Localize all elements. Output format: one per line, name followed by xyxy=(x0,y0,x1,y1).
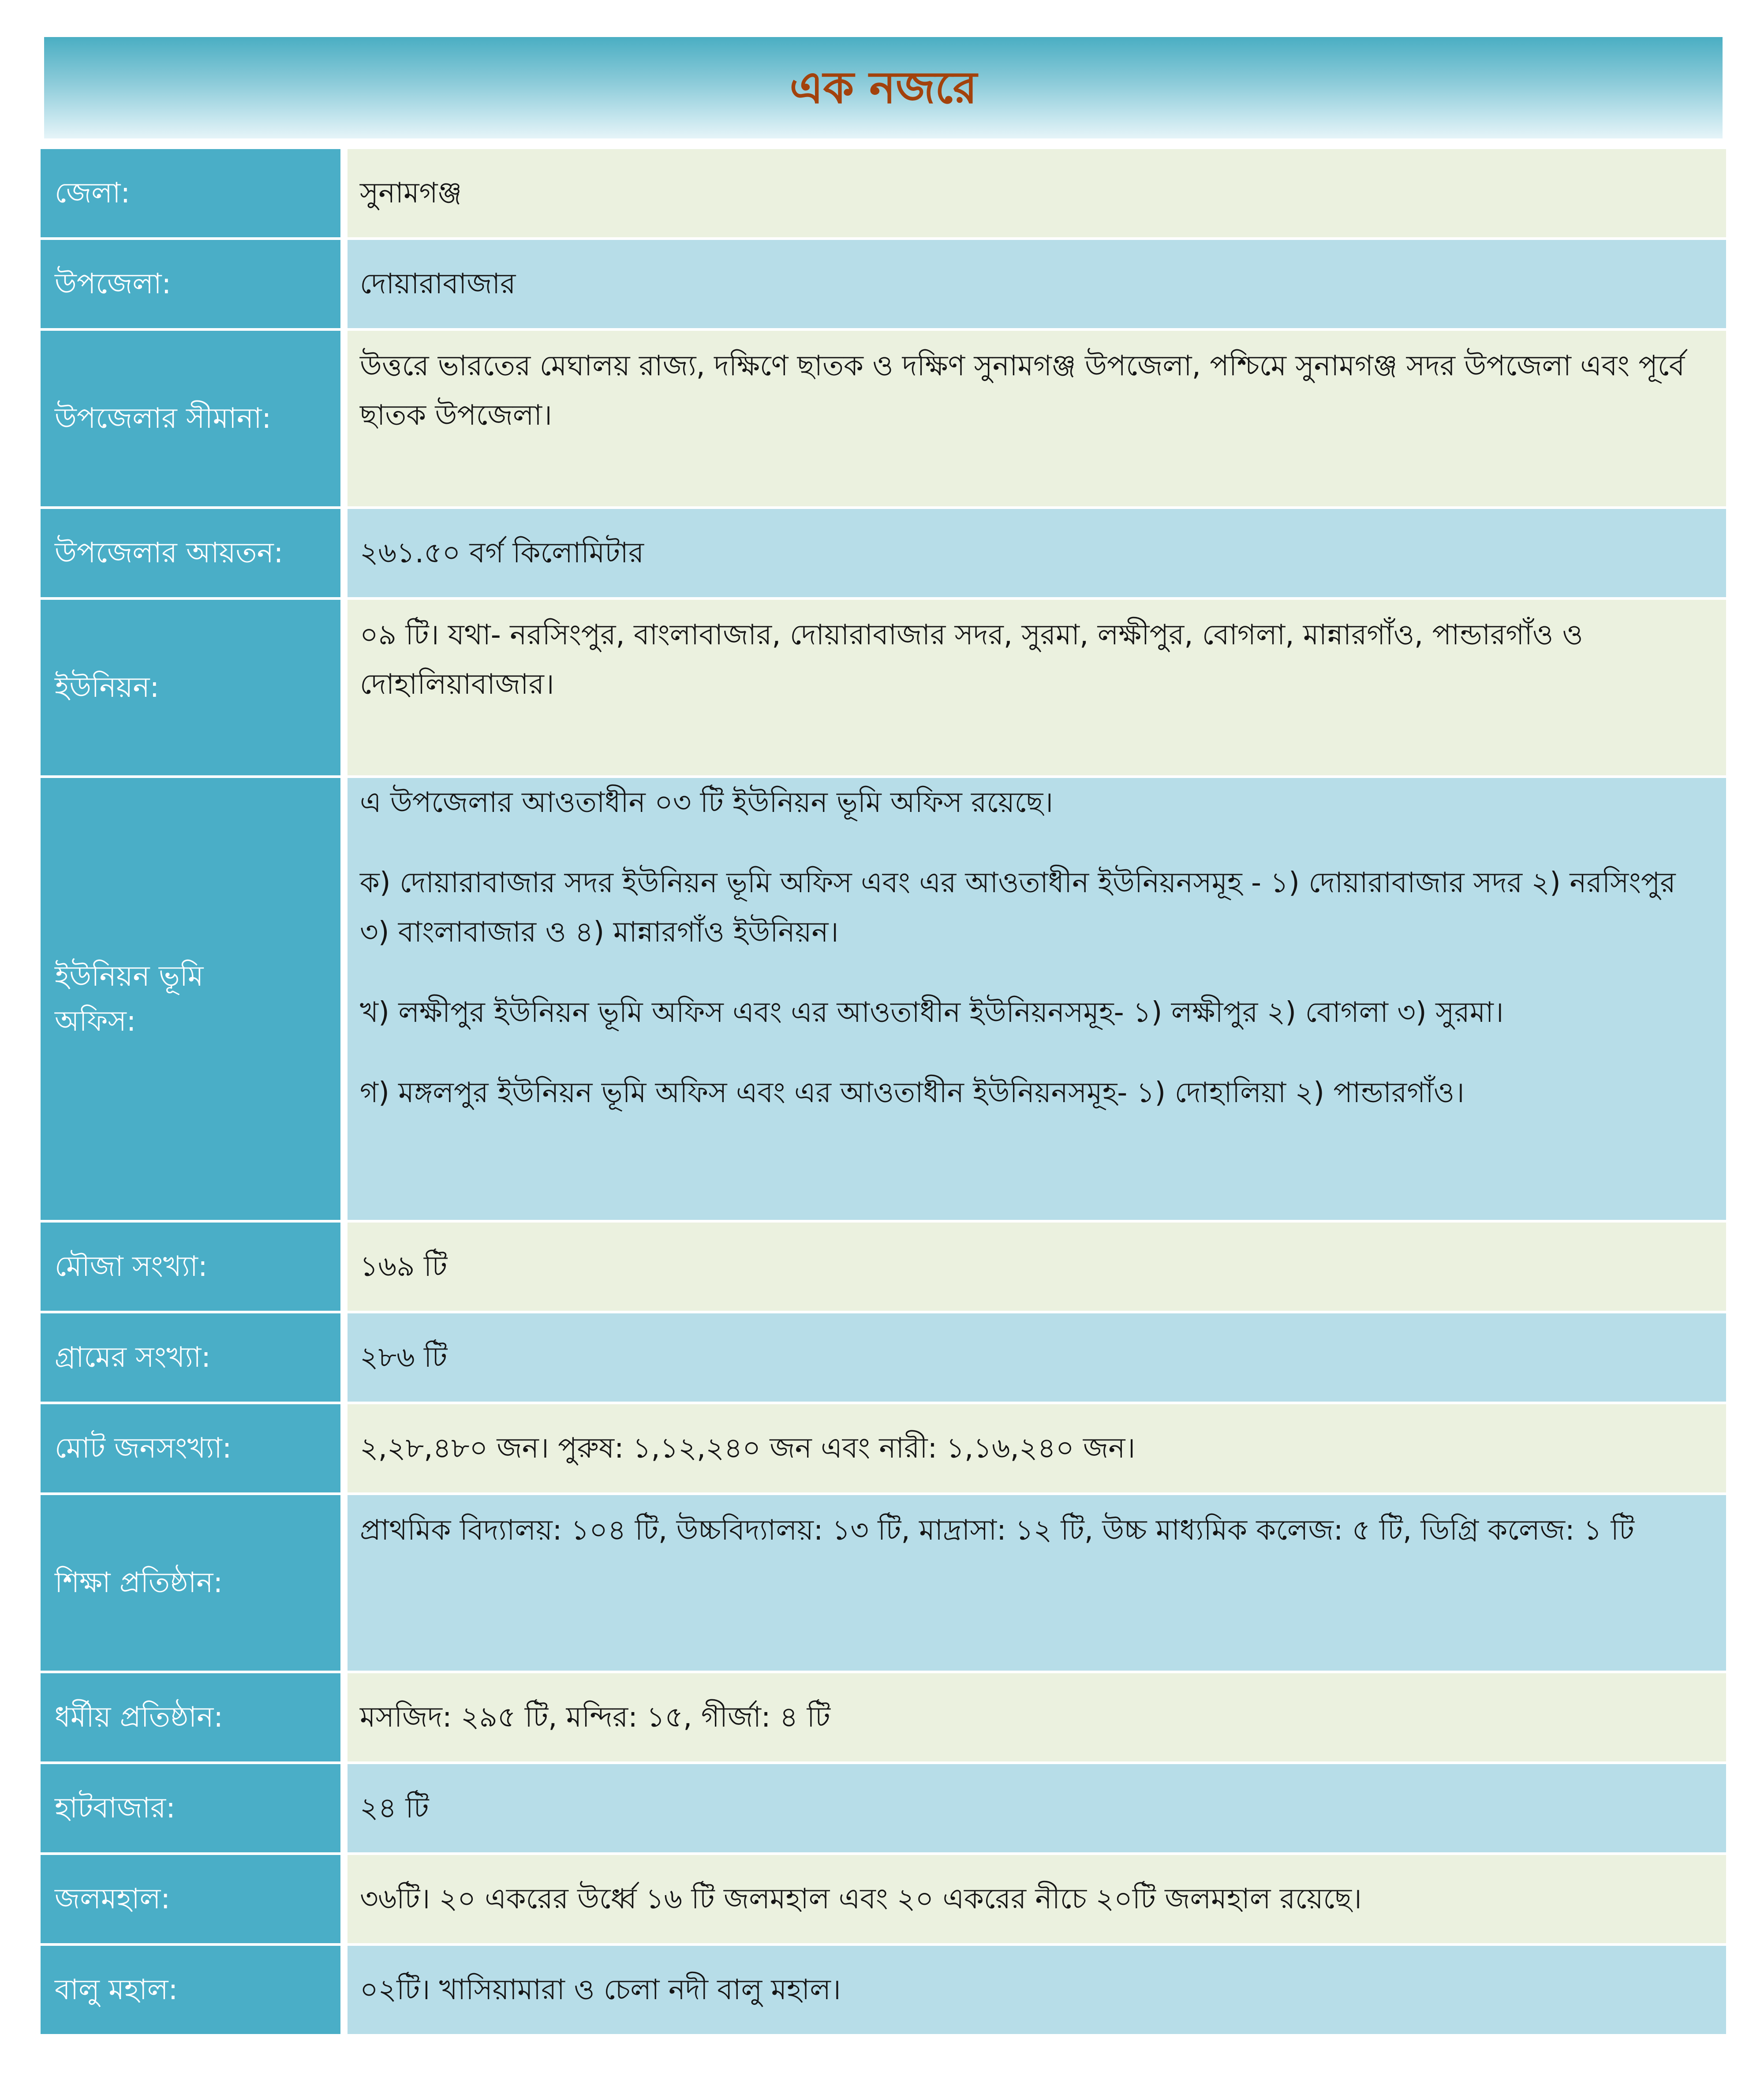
table-row xyxy=(41,1764,1726,1852)
row-value xyxy=(348,1764,1726,1852)
table-row xyxy=(41,1223,1726,1311)
row-label xyxy=(41,600,340,775)
row-label-text: জলমহাল: xyxy=(55,1882,170,1915)
row-label xyxy=(41,1855,340,1943)
row-value-text: উত্তরে ভারতের মেঘালয় রাজ্য, দক্ষিণে ছাতক ও দক্ষিণ সুনামগঞ্জ উপজেলা, পশ্চিমে সুনামগঞ্জ সদর উপজেলা এবং পূর্বে ছাতক উপজেলা। xyxy=(360,350,1685,432)
row-value xyxy=(348,1946,1726,2034)
row-value xyxy=(348,1673,1726,1761)
row-value-text: ৩৬টি। ২০ একরের উর্ধ্বে ১৬ টি জলমহাল এবং ২০ একরের নীচে ২০টি জলমহাল রয়েছে। xyxy=(360,1883,1362,1915)
row-label-text: জেলা: xyxy=(55,176,131,209)
table-row xyxy=(41,509,1726,597)
row-value-text: ০৯ টি। যথা- নরসিংপুর, বাংলাবাজার, দোয়ারাবাজার সদর, সুরমা, লক্ষীপুর, বোগলা, মান্নারগাঁও, পান্ডারগাঁও ও দোহালিয়াবাজার। xyxy=(360,619,1583,701)
row-label-text: উপজেলার সীমানা: xyxy=(55,402,272,435)
row-value-text: ২৬১.৫০ বর্গ কিলোমিটার xyxy=(360,537,644,569)
row-label-text: শিক্ষা প্রতিষ্ঠান: xyxy=(55,1566,223,1599)
table-row xyxy=(41,1946,1726,2034)
row-label xyxy=(41,1404,340,1492)
row-value xyxy=(348,149,1726,237)
row-label xyxy=(41,149,340,237)
row-value xyxy=(348,240,1726,328)
row-label-text: মোট জনসংখ্যা: xyxy=(55,1432,232,1465)
row-label xyxy=(41,1313,340,1402)
row-value-text: ২৪ টি xyxy=(360,1792,429,1825)
row-label-text: ইউনিয়ন ভূমি xyxy=(55,960,204,993)
row-label xyxy=(41,1946,340,2034)
row-label xyxy=(41,1764,340,1852)
row-value xyxy=(348,1855,1726,1943)
row-value-text: সুনামগঞ্জ xyxy=(360,177,462,209)
table-row xyxy=(41,331,1726,506)
row-label-text: গ্রামের সংখ্যা: xyxy=(55,1341,211,1374)
table-row xyxy=(41,1673,1726,1761)
row-value xyxy=(348,509,1726,597)
row-label xyxy=(41,1223,340,1311)
row-value-text: প্রাথমিক বিদ্যালয়: ১০৪ টি, উচ্চবিদ্যালয়: ১৩ টি, মাদ্রাসা: ১২ টি, উচ্চ মাধ্যমিক কলেজ: ৫ টি, ডিগ্রি কলেজ: ১ টি xyxy=(360,1514,1634,1547)
table-row xyxy=(41,1495,1726,1671)
row-label xyxy=(41,509,340,597)
land-office-kha: খ) লক্ষীপুর ইউনিয়ন ভূমি অফিস এবং এর আওতাধীন ইউনিয়নসমূহ- ১) লক্ষীপুর ২) বোগলা ৩) সুরমা। xyxy=(360,996,1504,1029)
row-value xyxy=(348,600,1726,775)
table-row xyxy=(41,1855,1726,1943)
row-value-text: মসজিদ: ২৯৫ টি, মন্দির: ১৫, গীর্জা: ৪ টি xyxy=(360,1701,830,1734)
table-row xyxy=(41,1313,1726,1402)
row-label-text: বালু মহাল: xyxy=(55,1973,178,2006)
page-header xyxy=(44,37,1723,138)
row-label xyxy=(41,240,340,328)
row-label-text: হাটবাজার: xyxy=(55,1791,176,1825)
row-value xyxy=(348,778,1726,1220)
row-value-text: ২,২৮,৪৮০ জন। পুরুষ: ১,১২,২৪০ জন এবং নারী: ১,১৬,২৪০ জন। xyxy=(360,1432,1136,1465)
row-label xyxy=(41,778,340,1220)
row-value xyxy=(348,1223,1726,1311)
row-value xyxy=(348,1404,1726,1492)
row-value-text: দোয়ারাবাজার xyxy=(360,268,516,300)
row-label-text: উপজেলার আয়তন: xyxy=(55,536,284,569)
row-label xyxy=(41,1673,340,1761)
row-label-text: মৌজা সংখ্যা: xyxy=(55,1250,208,1283)
row-label xyxy=(41,331,340,506)
table-row xyxy=(41,600,1726,775)
table-row xyxy=(41,1404,1726,1492)
land-office-intro: এ উপজেলার আওতাধীন ০৩ টি ইউনিয়ন ভূমি অফিস রয়েছে। xyxy=(360,786,1054,819)
page-title: এক নজরে xyxy=(789,62,977,113)
row-label-text: উপজেলা: xyxy=(55,267,172,300)
table-row xyxy=(41,778,1726,1220)
info-table xyxy=(41,149,1726,2034)
land-office-ga: গ) মঙ্গলপুর ইউনিয়ন ভূমি অফিস এবং এর আওতাধীন ইউনিয়নসমূহ- ১) দোহালিয়া ২) পান্ডারগাঁও। xyxy=(360,1077,1465,1109)
table-row xyxy=(41,149,1726,237)
land-office-ka: ক) দোয়ারাবাজার সদর ইউনিয়ন ভূমি অফিস এবং এর আওতাধীন ইউনিয়নসমূহ - ১) দোয়ারাবাজার সদর ২) নরসিংপুর ৩) বাংলাবাজার ও ৪) মান্নারগাঁও ইউনিয়ন। xyxy=(360,867,1676,949)
row-label-text: অফিস: xyxy=(55,1005,136,1038)
row-value xyxy=(348,331,1726,506)
row-value-text: ২৮৬ টি xyxy=(360,1341,448,1374)
row-value xyxy=(348,1495,1726,1671)
row-value-text: ০২টি। খাসিয়ামারা ও চেলা নদী বালু মহাল। xyxy=(360,1974,841,2006)
row-value xyxy=(348,1313,1726,1402)
row-label xyxy=(41,1495,340,1671)
row-label-text: ইউনিয়ন: xyxy=(55,671,160,704)
table-row xyxy=(41,240,1726,328)
row-value-text: ১৬৯ টি xyxy=(360,1250,448,1283)
row-label-text: ধর্মীয় প্রতিষ্ঠান: xyxy=(55,1701,223,1734)
